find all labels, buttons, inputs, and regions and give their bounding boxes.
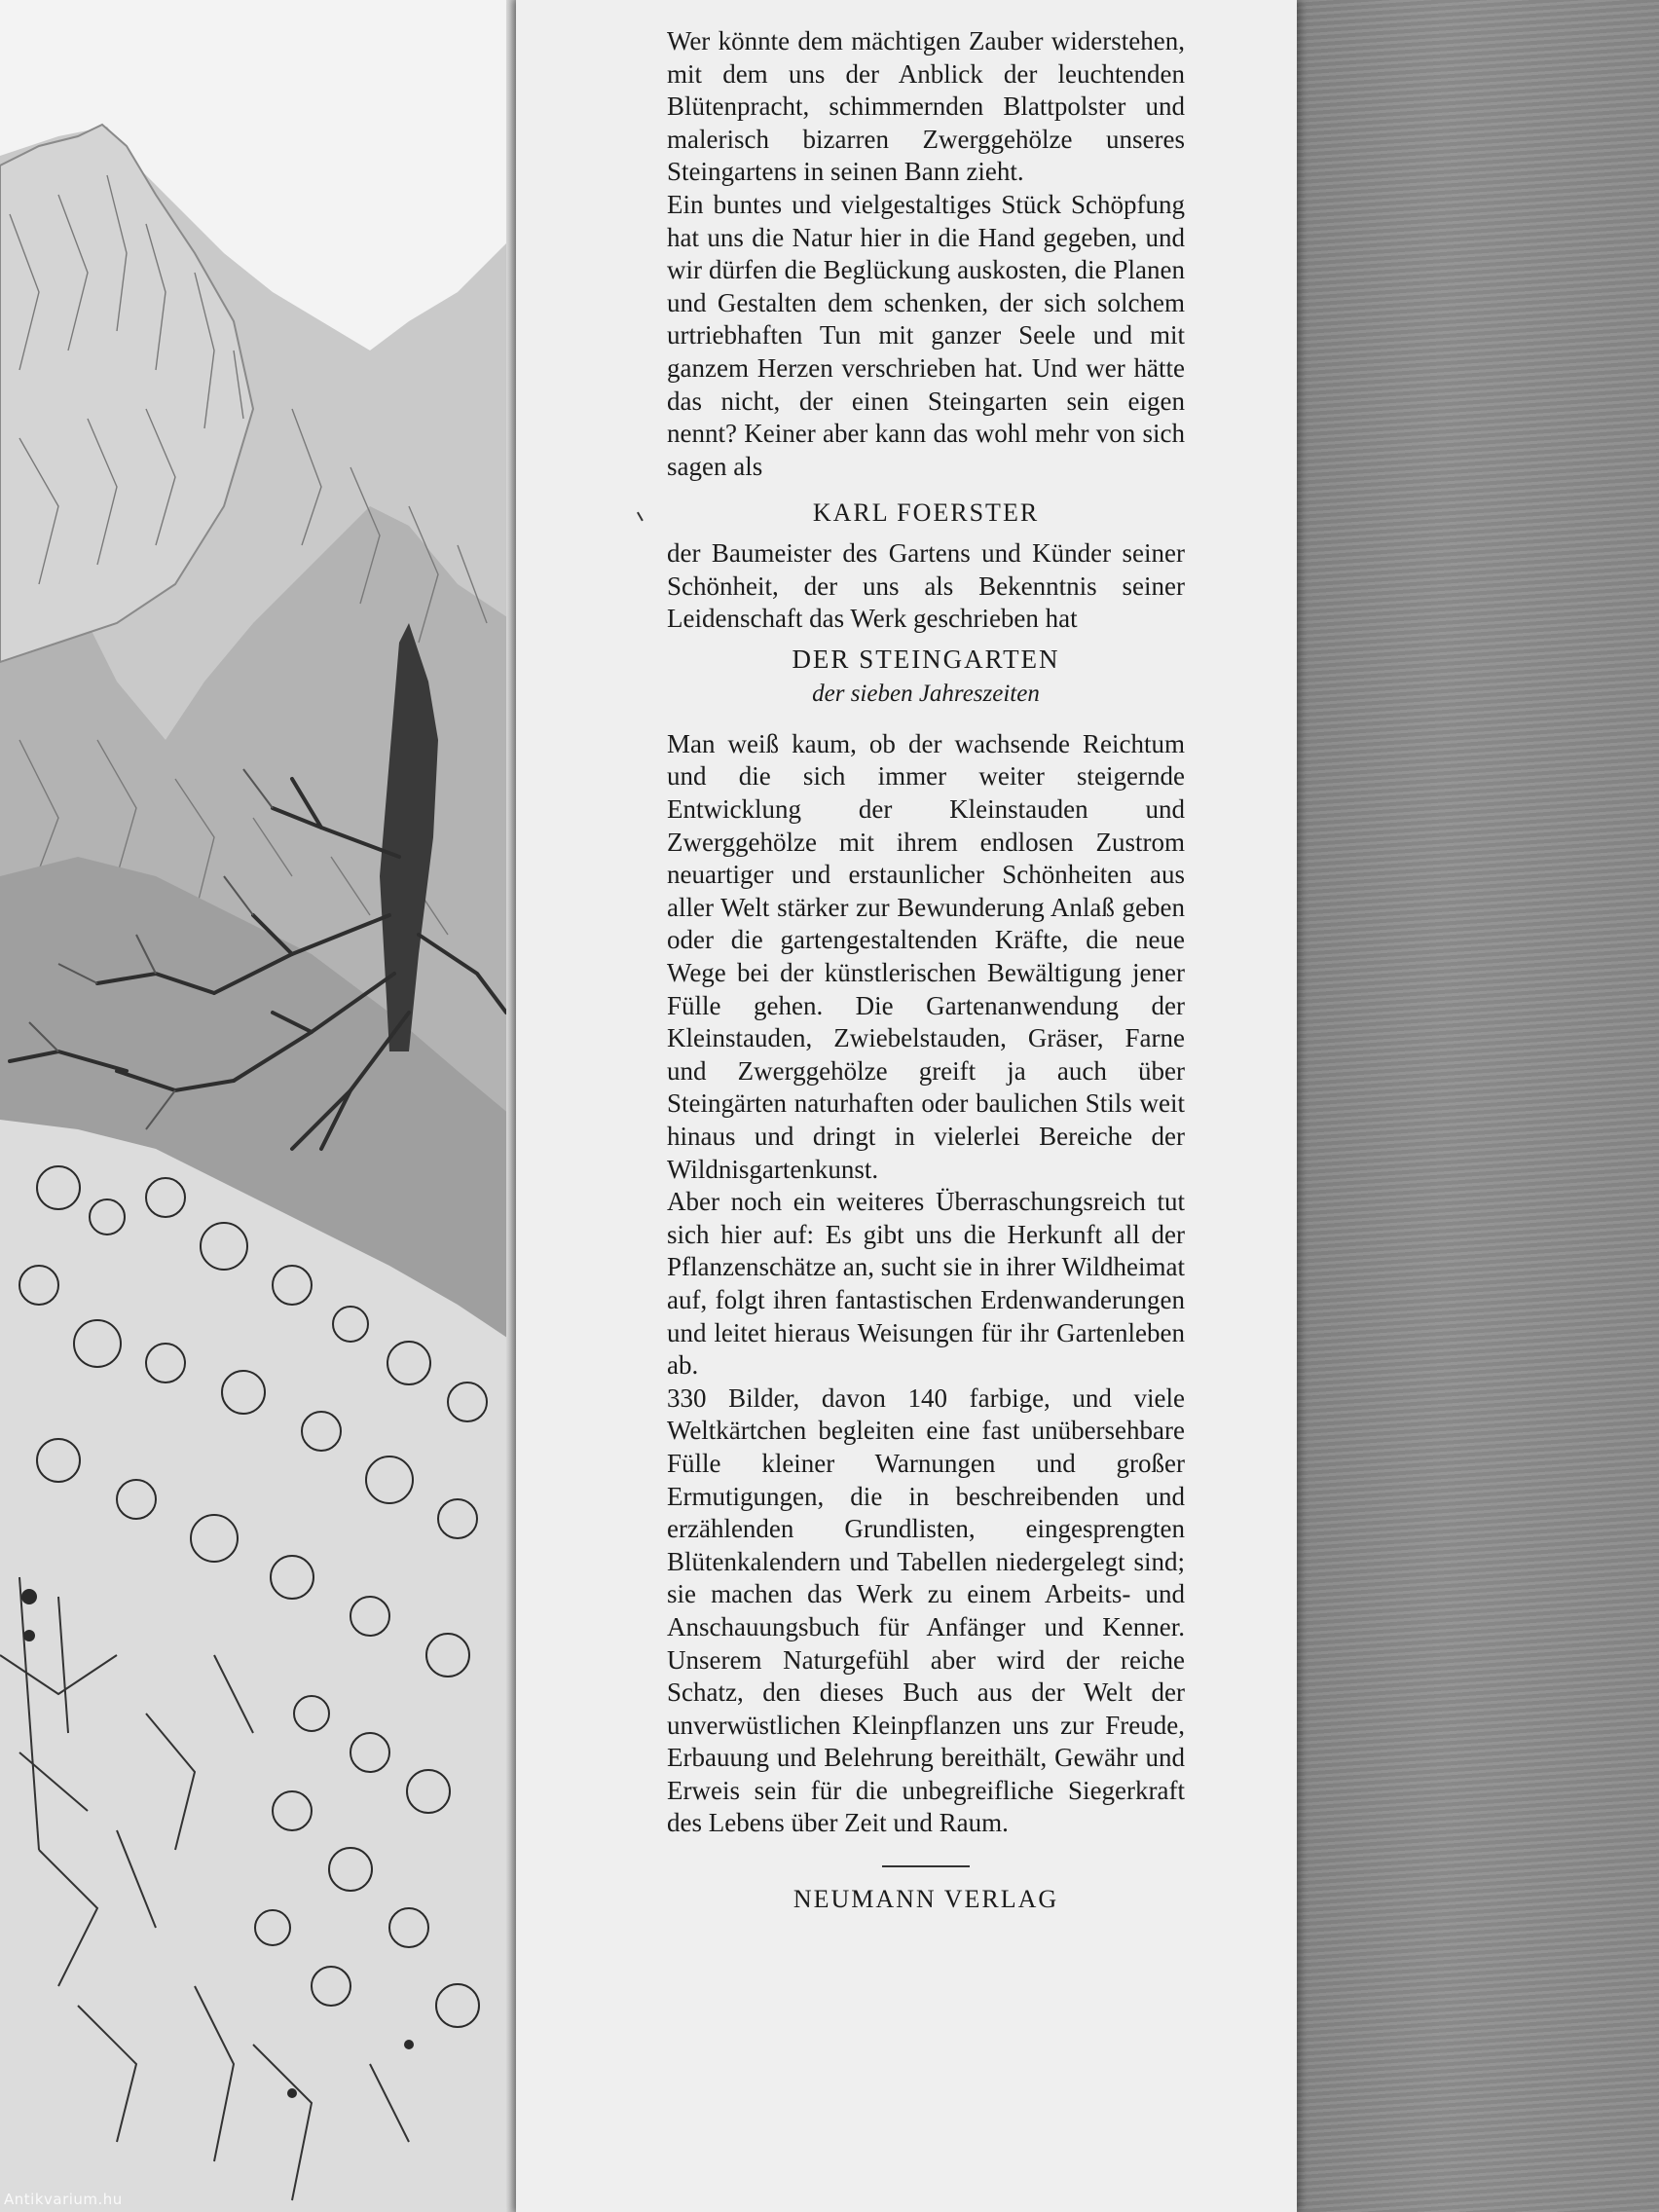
flap-text	[667, 25, 1185, 1916]
wooden-surface	[1295, 0, 1659, 2212]
book-subtitle: der sieben Jahreszeiten	[812, 681, 1040, 708]
paragraph-images: 330 Bilder, davon 140 farbige, und viele Weltkärtchen begleiten eine fast unübersehbare Fülle kleiner Warnungen und großer Ermutigungen, die in beschreibenden und erzählenden Grundlisten, eingesprengten Blütenkalendern und Tabellen niedergelegt sind; sie machen das Werk zu einem Arbeits- und Anschauungsbuch für Anfänger und Kenner. Unserem Naturgefühl aber wird der reiche Schatz, den dieses Buch aus der Welt der unverwüstlichen Kleinpflanzen uns zur Freude, Erbauung und Belehrung bereithält, Gewähr und Erweis sein für die unbegreifliche Siegerkraft des Lebens über Zeit und Raum.	[667, 1382, 1185, 1838]
intro-paragraph: Wer könnte dem mächtigen Zauber widerstehen, mit dem uns der Anblick der leuchtenden Blütenpracht, schimmernden Blattpolster und malerisch bizarren Zwerggehölze unseres Steingartens in seinen Bann zieht.	[667, 26, 1185, 187]
paragraph-growth: Man weiß kaum, ob der wachsende Reichtum und die sich immer weiter steigernde Entwicklung der Kleinstauden und Zwerggehölze mit ihrem endlosen Zustrom neuartiger und erstaunlicher Schönheiten aus aller Welt stärker zur Bewunderung Anlaß geben oder die gartengestaltenden Kräfte, die neue Wege bei der künstlerischen Bewältigung jener Fülle gehen. Die Gartenanwendung der Kleinstauden, Zwiebelstauden, Gräser, Farne und Zwerggehölze greift ja auch über Steingärten naturhaften oder baulichen Stils weit hinaus und dringt in vielerlei Bereiche der Wildnisgartenkunst.	[667, 728, 1185, 1184]
paragraph-origin: Aber noch ein weiteres Überraschungsreich tut sich hier auf: Es gibt uns die Herkunft all der Pflanzenschätze an, sucht sie in ihrer Wildheimat auf, folgt ihren fantastischen Erdenwanderungen und leitet hieraus Weisungen für ihr Gartenleben ab.	[667, 1187, 1185, 1381]
author-name: KARL FOERSTER	[812, 498, 1040, 528]
watermark: Antikvarium.hu	[4, 2191, 123, 2208]
author-description: der Baumeister des Gartens und Künder seiner Schönheit, der uns als Bekenntnis seiner Leidenschaft das Werk geschrieben hat	[667, 537, 1185, 634]
stray-mark	[637, 509, 648, 522]
publisher-name: NEUMANN VERLAG	[793, 1885, 1059, 1914]
book-title: DER STEINGARTEN	[792, 644, 1060, 674]
cover-illustration	[0, 0, 516, 2212]
mountain-landscape-illustration	[0, 0, 516, 2212]
paragraph-nature: Ein buntes und vielgestaltiges Stück Schöpfung hat uns die Natur hier in die Hand gegeben, und wir dürfen die Beglückung auskosten, die Planen und Gestalten dem schenken, der sich solchem urtriebhaften Tun mit ganzer Seele und mit ganzem Herzen verschrieben hat. Und wer hätte das nicht, der einen Steingarten sein eigen nennt? Keiner aber kann das wohl mehr von sich sagen als	[667, 189, 1185, 481]
jacket-flap	[516, 0, 1297, 2212]
divider-rule	[882, 1865, 970, 1867]
